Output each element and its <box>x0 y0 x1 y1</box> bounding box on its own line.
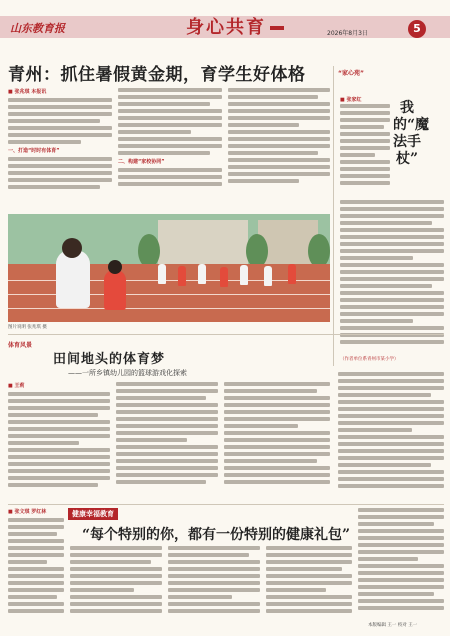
bottom-column-4 <box>266 546 352 620</box>
sidebar-tag: “家心苑” <box>338 70 364 77</box>
issue-date: 2026年8月3日 <box>327 30 368 37</box>
bottom-byline: ■ 张文琪 罗红林 <box>8 509 47 515</box>
photo-caption: 图片说明 张兆琪 摄 <box>8 325 47 330</box>
page-number-badge: 5 <box>408 20 426 38</box>
bottom-headline: “每个特别的你，都有一份特别的健康礼包” <box>82 527 351 543</box>
middle-column-4 <box>338 372 444 502</box>
lead-column-2 <box>118 88 222 210</box>
lead-column-3 <box>228 88 330 210</box>
lead-byline: ■ 张兆琪 本报讯 <box>8 89 47 95</box>
sidebar-text-top <box>340 104 390 194</box>
bottom-column-3 <box>168 546 260 620</box>
middle-column-1 <box>8 382 110 500</box>
middle-subtitle: ——一所乡镇幼儿园的篮球游戏化探索 <box>68 369 187 377</box>
lead-photo-running-kids <box>8 214 330 322</box>
lead-subhead-1: 一、打造“时时有体育” <box>8 148 60 154</box>
middle-column-2 <box>116 382 218 500</box>
divider-bottom <box>8 504 444 505</box>
sidebar-note: （作者单位系青州市某小学） <box>340 357 399 362</box>
middle-byline: ■ 王莉 <box>8 383 25 389</box>
middle-headline: 田间地头的体育梦 <box>53 352 166 367</box>
sidebar-divider <box>333 66 334 366</box>
bottom-column-5 <box>358 508 444 620</box>
divider-middle <box>8 334 444 335</box>
bottom-tag: 健康幸福教育 <box>68 508 118 520</box>
lead-subhead-2: 二、构建“家校协同” <box>118 159 165 165</box>
sidebar-title: 我的“魔法手杖” <box>393 100 430 167</box>
sidebar-text-bottom <box>340 200 444 352</box>
middle-column-3 <box>224 382 330 500</box>
section-title-text: 身心共育 <box>186 17 266 38</box>
sidebar-author: ■ 张家红 <box>340 97 362 103</box>
section-title <box>186 13 284 39</box>
page-footer-credits: 本版编辑 王一 校对 王一 <box>368 623 418 628</box>
lead-headline: 青州：抓住暑假黄金期，育学生好体格 <box>8 65 306 85</box>
page-header <box>0 0 450 44</box>
middle-tag: 体育风景 <box>8 342 33 349</box>
lead-column-1 <box>8 88 112 210</box>
bottom-column-2 <box>70 546 162 620</box>
section-title-deco <box>270 26 284 30</box>
paper-logo: 山东教育报 <box>10 22 65 35</box>
